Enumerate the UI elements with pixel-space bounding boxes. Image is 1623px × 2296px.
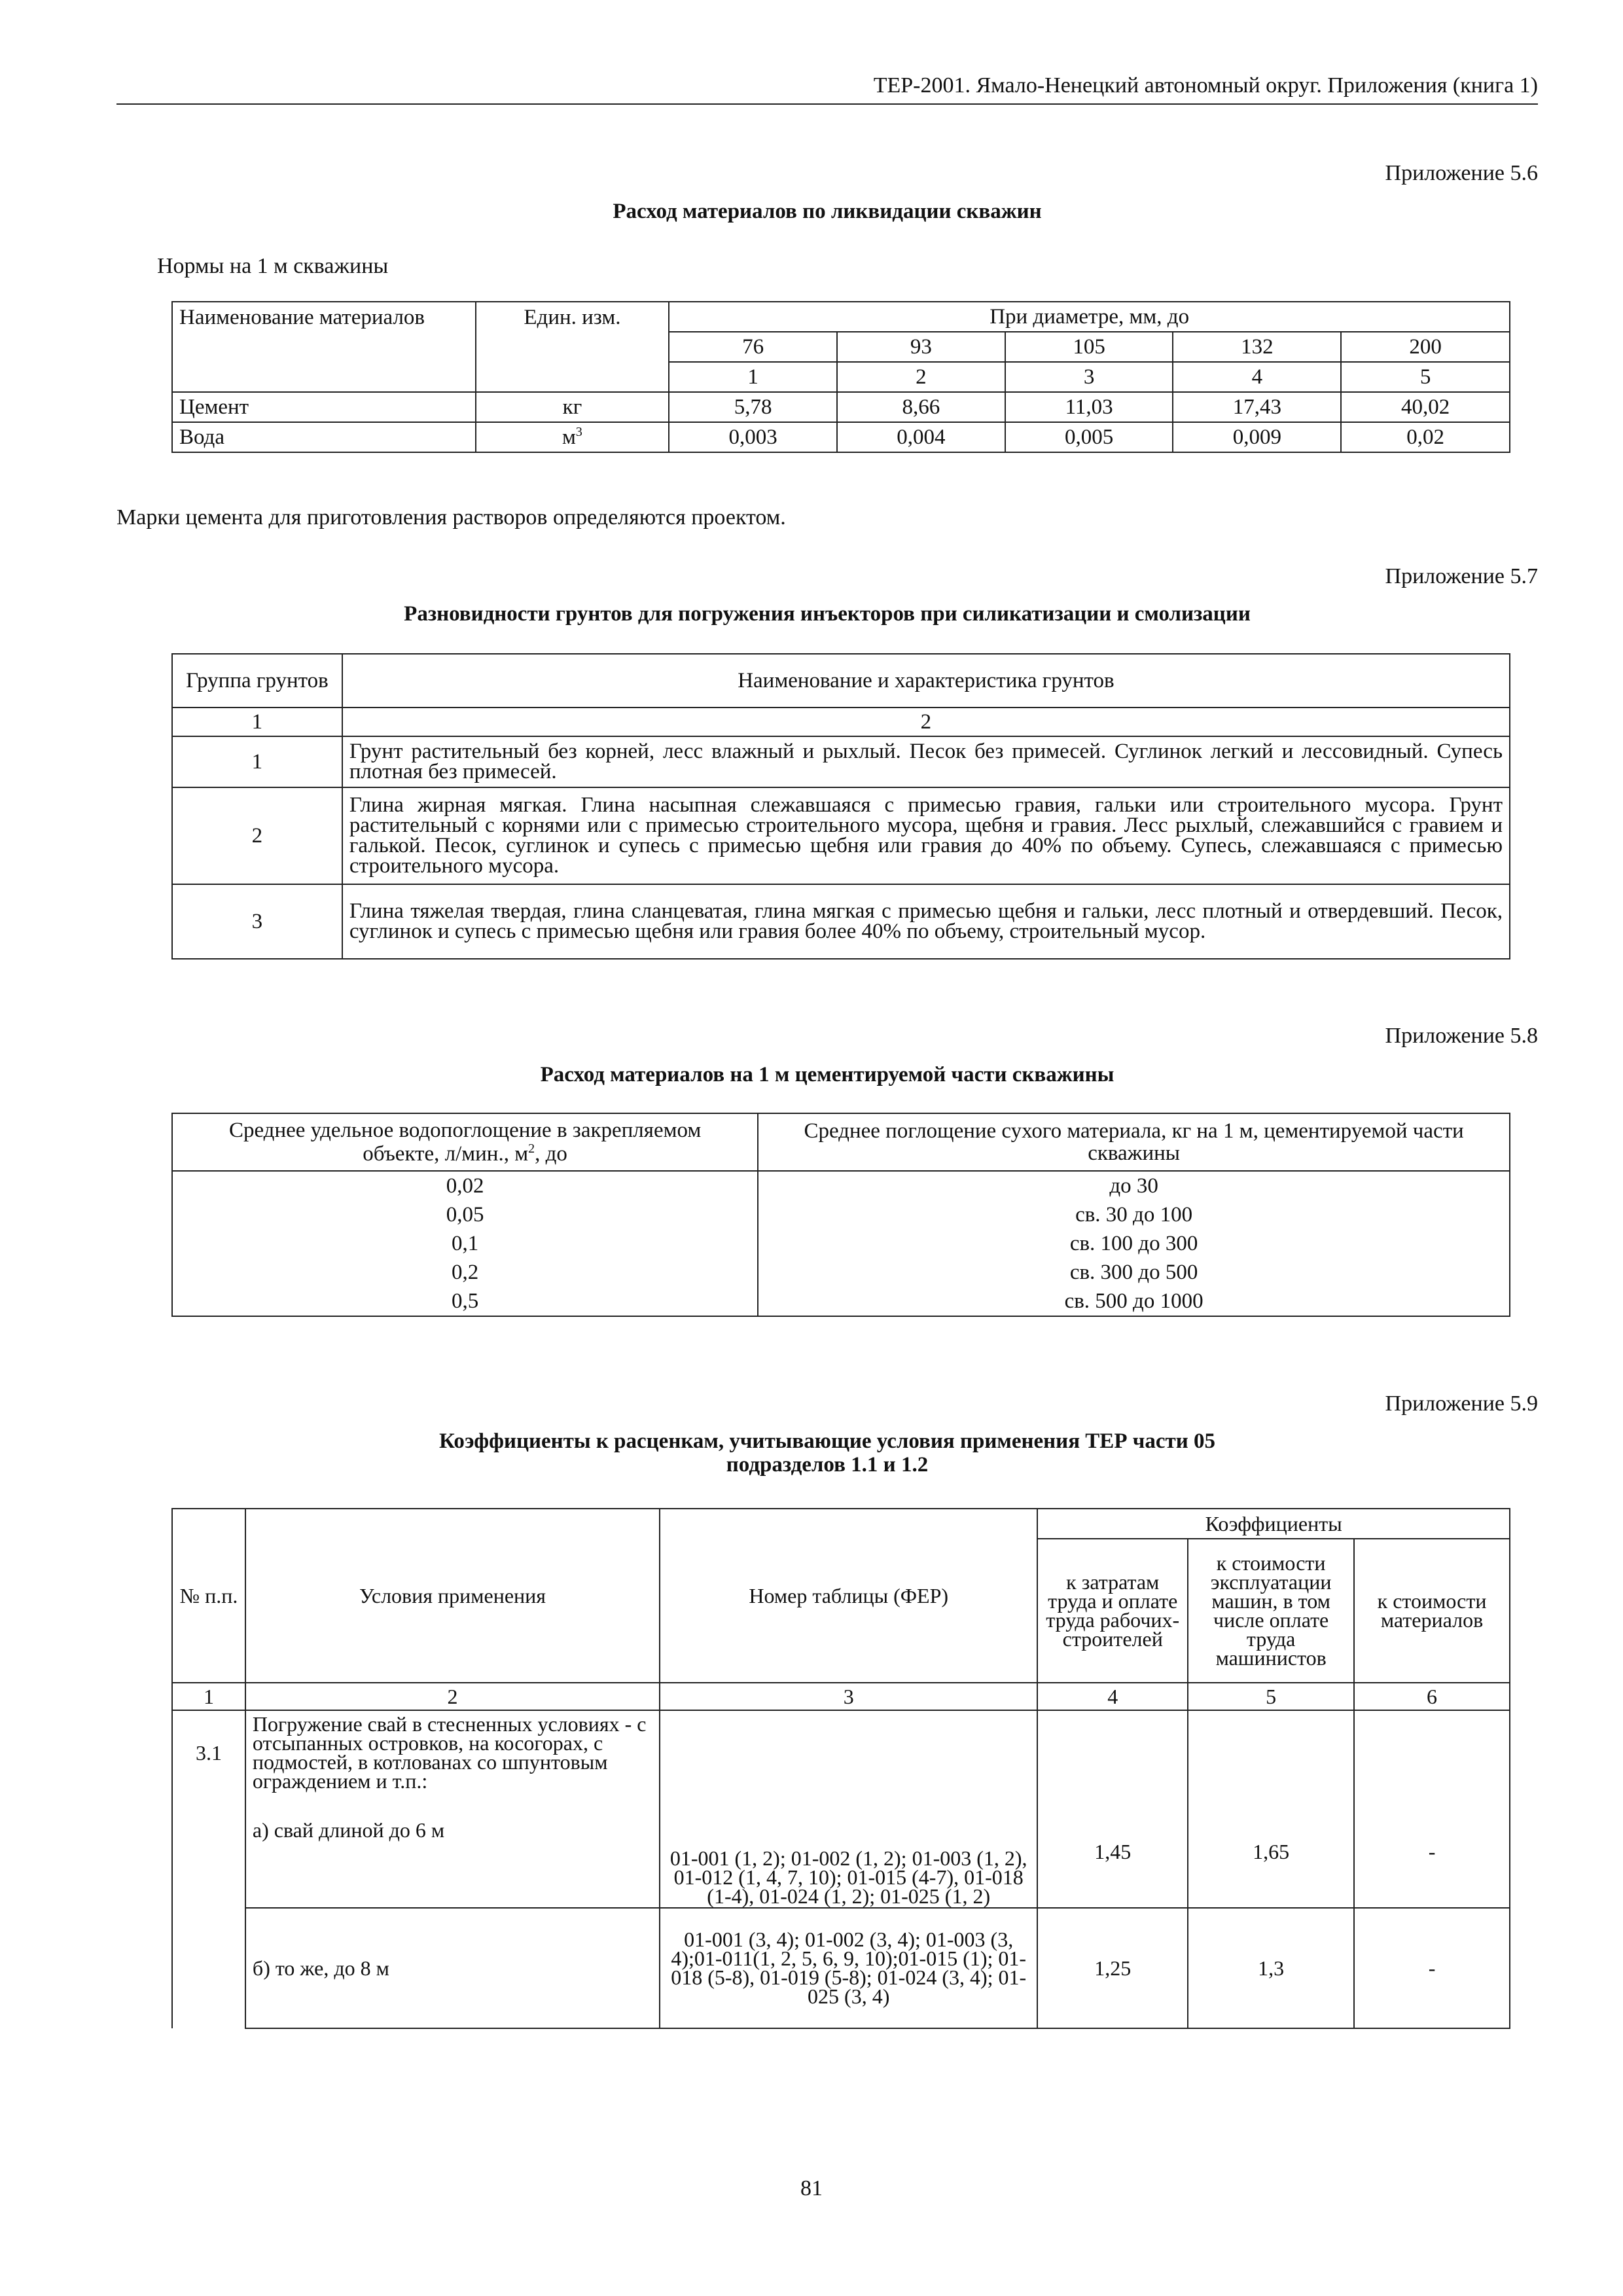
table-row [172,787,1510,884]
soil-description: Грунт растительный без корней, лесс влажный и рыхлый. Песок без примесей. Суглинок легкий и лессовидный. Супесь плотная без примесей. [342,736,1510,787]
col-header-group: Группа грунтов [172,654,342,708]
table-row [172,1229,1510,1258]
diameter-105: 105 [1005,332,1173,362]
column-number: 1 [669,362,837,392]
appendix-5-7-label: Приложение 5.7 [1385,564,1538,588]
soil-groups-table [171,653,1510,960]
absorption-value: 0,05 [172,1200,758,1229]
value-cell: 0,009 [1173,422,1341,452]
diameter-93: 93 [837,332,1005,362]
consumption-value: св. 30 до 100 [758,1200,1510,1229]
soil-description: Глина тяжелая твердая, глина сланцеватая, глина мягкая с примесью щебня и гальки, лесс плотный и отвердевший. Песок, суглинок и супесь с примесью щебня или гравия более 40% по объему, строительный мусор. [342,884,1510,959]
absorption-value: 0,02 [172,1171,758,1200]
consumption-value: св. 300 до 500 [758,1258,1510,1287]
empty-cell [476,332,669,362]
appendix-5-9-label: Приложение 5.9 [1385,1391,1538,1416]
diameter-132: 132 [1173,332,1341,362]
machines-coefficient: 1,65 [1188,1710,1354,1908]
value-cell: 0,02 [1341,422,1510,452]
soil-group: 3 [172,884,342,959]
running-header: ТЕР-2001. Ямало-Ненецкий автономный округ. Приложения (книга 1) [116,71,1538,105]
title-line: подразделов 1.1 и 1.2 [726,1453,929,1477]
title-line: Коэффициенты к расценкам, учитывающие условия применения ТЕР части 05 [439,1429,1215,1453]
table-numbers: 01-001 (1, 2); 01-002 (1, 2); 01-003 (1, 2), 01-012 (1, 4, 7, 10); 01-015 (4-7), 01-018 (1-4), 01-024 (1, 2); 01-025 (1, 2) [660,1710,1037,1908]
table-row [172,1287,1510,1316]
column-number: 6 [1354,1683,1510,1710]
absorption-value: 0,1 [172,1229,758,1258]
column-number: 1 [172,1683,245,1710]
unit-superscript: 3 [575,425,582,439]
col-header-name: Наименование материалов [172,302,476,332]
col-header-materials: к стоимости материалов [1354,1539,1510,1683]
section-number: 3.1 [172,1710,245,2028]
appendix-5-7-title: Разновидности грунтов для погружения инъекторов при силикатизации и смолизации [404,602,1251,626]
col-header-consumption: Среднее поглощение сухого материала, кг на 1 м, цементируемой части скважины [758,1113,1510,1171]
value-cell: 5,78 [669,392,837,422]
empty-cell [476,362,669,392]
material-name: Вода [172,422,476,452]
col-header-absorption [172,1113,758,1171]
soil-description: Глина жирная мягкая. Глина насыпная слежавшаяся с примесью гравия, гальки или строительного мусора. Грунт растительный с корнями или с примесью строительного мусора, щебня и гравия. Лесс рыхлый, слежавшийся с гравием и галькой. Песок, суглинок и супесь с примесью щебня или гравия до 40% по объему. Супесь, слежавшаяся с примесью строительного мусора. [342,787,1510,884]
column-number: 3 [660,1683,1037,1710]
table-row [172,736,1510,787]
table-row [172,1200,1510,1229]
material-unit [476,422,669,452]
condition-cell [245,1710,660,1908]
section-text: Погружение свай в стесненных условиях - с отсыпанных островков, на косогорах, с подмостей, в котлованах со шпунтовым ограждением и т.п.: [252,1712,647,1793]
materials-coefficient: - [1354,1710,1510,1908]
table-row [172,422,1510,452]
appendix-5-8-title: Расход материалов на 1 м цементируемой части скважины [540,1063,1115,1086]
header-text: объекте, л/мин., м [363,1142,529,1166]
value-cell: 11,03 [1005,392,1173,422]
table-row [172,1171,1510,1200]
col-header-labor: к затратам труда и оплате труда рабочих-строителей [1037,1539,1188,1683]
table-row [172,392,1510,422]
table-row [172,1908,1510,2028]
condition-text: б) то же, до 8 м [245,1908,660,2028]
condition-text: а) свай длиной до 6 м [252,1818,445,1842]
page-number: 81 [800,2176,823,2200]
appendix-5-8-label: Приложение 5.8 [1385,1024,1538,1048]
empty-cell [172,362,476,392]
col-header-description: Наименование и характеристика грунтов [342,654,1510,708]
value-cell: 40,02 [1341,392,1510,422]
appendix-5-6-label: Приложение 5.6 [1385,161,1538,185]
consumption-value: св. 100 до 300 [758,1229,1510,1258]
col-header-unit: Един. изм. [476,302,669,332]
value-cell: 0,005 [1005,422,1173,452]
col-header-machines: к стоимости эксплуатации машин, в том числе оплате труда машинистов [1188,1539,1354,1683]
consumption-value: до 30 [758,1171,1510,1200]
table-row [172,1710,1510,1908]
materials-table [171,301,1510,453]
unit-text: м [562,425,576,449]
col-header-coefficients: Коэффициенты [1037,1509,1510,1539]
diameter-76: 76 [669,332,837,362]
value-cell: 17,43 [1173,392,1341,422]
col-header-conditions: Условия применения [245,1509,660,1683]
soil-group: 1 [172,736,342,787]
appendix-5-9-title [116,1429,1538,1477]
column-number: 4 [1037,1683,1188,1710]
coefficients-table [171,1508,1510,2029]
header-superscript: 2 [528,1141,535,1156]
table-row [172,1258,1510,1287]
appendix-5-6-note: Марки цемента для приготовления растворов определяются проектом. [116,505,786,529]
table-row [172,884,1510,959]
col-header-table-no: Номер таблицы (ФЕР) [660,1509,1037,1683]
column-number: 5 [1188,1683,1354,1710]
column-number: 2 [837,362,1005,392]
empty-cell [172,332,476,362]
column-number: 5 [1341,362,1510,392]
col-header-num: № п.п. [172,1509,245,1683]
materials-coefficient: - [1354,1908,1510,2028]
column-number: 1 [172,708,342,736]
absorption-value: 0,2 [172,1258,758,1287]
material-unit: кг [476,392,669,422]
header-text: , до [535,1142,567,1166]
col-header-diameter: При диаметре, мм, до [669,302,1510,332]
appendix-5-6-title: Расход материалов по ликвидации скважин [613,200,1042,223]
header-text: Среднее удельное водопоглощение в закрепляемом [228,1119,702,1142]
machines-coefficient: 1,3 [1188,1908,1354,2028]
value-cell: 8,66 [837,392,1005,422]
labor-coefficient: 1,25 [1037,1908,1188,2028]
absorption-table [171,1113,1510,1317]
table-numbers: 01-001 (3, 4); 01-002 (3, 4); 01-003 (3, 4);01-011(1, 2, 5, 6, 9, 10);01-015 (1); 01-018 (5-8), 01-019 (5-8); 01-024 (3, 4); 01-025 (3, 4) [660,1908,1037,2028]
soil-group: 2 [172,787,342,884]
column-number: 3 [1005,362,1173,392]
column-number: 2 [342,708,1510,736]
column-number: 4 [1173,362,1341,392]
value-cell: 0,004 [837,422,1005,452]
labor-coefficient: 1,45 [1037,1710,1188,1908]
consumption-value: св. 500 до 1000 [758,1287,1510,1316]
material-name: Цемент [172,392,476,422]
appendix-5-6-subtitle: Нормы на 1 м скважины [157,254,389,278]
column-number: 2 [245,1683,660,1710]
diameter-200: 200 [1341,332,1510,362]
absorption-value: 0,5 [172,1287,758,1316]
value-cell: 0,003 [669,422,837,452]
